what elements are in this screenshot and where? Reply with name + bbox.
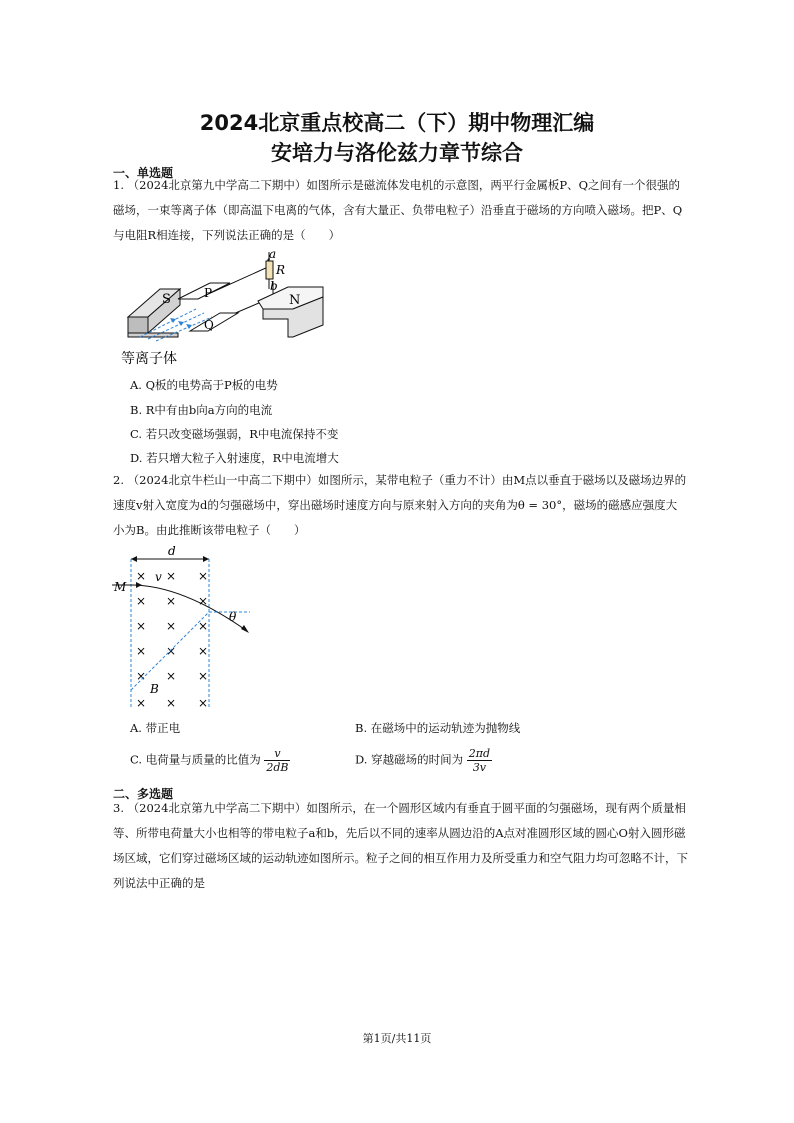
field-cross: × [166,594,177,608]
label-s: S [162,292,171,307]
label-a: a [269,247,277,261]
field-cross: × [136,619,147,633]
field-cross: × [136,669,147,683]
label-b: b [270,279,278,293]
plate-q [190,313,238,331]
q2-option-c-fraction [264,747,290,774]
q1-option-c[interactable]: C. 若只改变磁场强弱，R中电流保持不变 [130,427,339,441]
figure-caption: 等离子体 [121,351,177,367]
field-cross: × [136,569,147,583]
fraction-denominator: 3v [472,761,487,774]
label-v: v [155,570,162,584]
label-d: d [168,544,176,558]
field-cross: × [166,669,177,683]
section-heading-multi: 二、多选题 [113,787,174,801]
fraction-numerator: 2πd [468,747,491,760]
field-cross: × [136,696,147,710]
field-cross: × [198,619,209,633]
page-footer: 第1页/共11页 [362,1032,432,1045]
q1-option-b[interactable]: B. R中有由b向a方向的电流 [130,403,273,417]
q2-option-d-text: D. 穿越磁场的时间为 [355,752,464,767]
label-b-field: B [150,682,159,696]
label-theta: θ [229,610,237,624]
question-1-stem: 1. （2024北京第九中学高二下期中）如图所示是磁流体发电机的示意图，两平行金属板P、Q之间有一个很强的磁场，一束等离子体（即高温下电离的气体，含有大量正、负带电粒子）沿垂直于磁场的方向喷入磁场。把P、Q与电阻R相连接，下列说法正确的是（ ） [113,178,683,242]
label-n: N [289,293,301,308]
label-q: Q [204,318,214,332]
q2-magnetic-field-figure [112,543,257,713]
label-p: P [204,286,213,300]
page-subtitle: 安培力与洛伦兹力章节综合 [271,141,523,165]
field-cross: × [136,644,147,658]
field-cross: × [198,644,209,658]
q1-option-d[interactable]: D. 若只增大粒子入射速度，R中电流增大 [130,451,339,465]
q2-option-d-fraction [467,747,492,774]
label-r: R [276,263,286,277]
q2-option-b[interactable]: B. 在磁场中的运动轨迹为抛物线 [355,721,521,735]
field-cross: × [166,644,177,658]
field-cross: × [166,569,177,583]
fraction-denominator: 2dB [266,761,289,774]
field-cross: × [198,696,209,710]
label-m: M [114,580,127,594]
q2-option-c[interactable] [130,747,290,774]
q2-option-c-text: C. 电荷量与质量的比值为 [130,752,261,767]
field-cross: × [136,594,147,608]
trajectory [131,585,247,631]
q1-generator-figure [118,247,350,375]
field-cross: × [166,696,177,710]
fraction-numerator: v [264,747,290,761]
resistor [266,261,273,279]
field-cross: × [198,594,209,608]
field-cross: × [166,619,177,633]
field-cross: × [198,669,209,683]
question-2-stem: 2. （2024北京牛栏山一中高二下期中）如图所示，某带电粒子（重力不计）由M点以垂直于磁场以及磁场边界的速度v射入宽度为d的匀强磁场中，穿出磁场时速度方向与原来射入方向的夹角为θ = 30°，磁场的磁感应强度大小为B。由此推断该带电粒子（ ） [113,473,687,537]
page-title: 2024北京重点校高二（下）期中物理汇编 [199,111,595,135]
q2-option-a[interactable]: A. 带正电 [130,721,181,735]
q2-option-d[interactable] [355,747,492,774]
question-3-stem: 3. （2024北京第九中学高二下期中）如图所示，在一个圆形区域内有垂直于圆平面的匀强磁场，现有两个质量相等、所带电荷量大小也相等的带电粒子a和b，先后以不同的速率从圆边沿的A点对准圆形区域的圆心O射入圆形磁场区域，它们穿过磁场区域的运动轨迹如图所示。粒子之间的相互作用力及所受重力和空气阻力均可忽略不计，下列说法中正确的是 [113,801,688,890]
section-heading-single: 一、单选题 [113,166,174,180]
field-cross: × [198,569,209,583]
q1-option-a[interactable]: A. Q板的电势高于P板的电势 [130,378,278,392]
